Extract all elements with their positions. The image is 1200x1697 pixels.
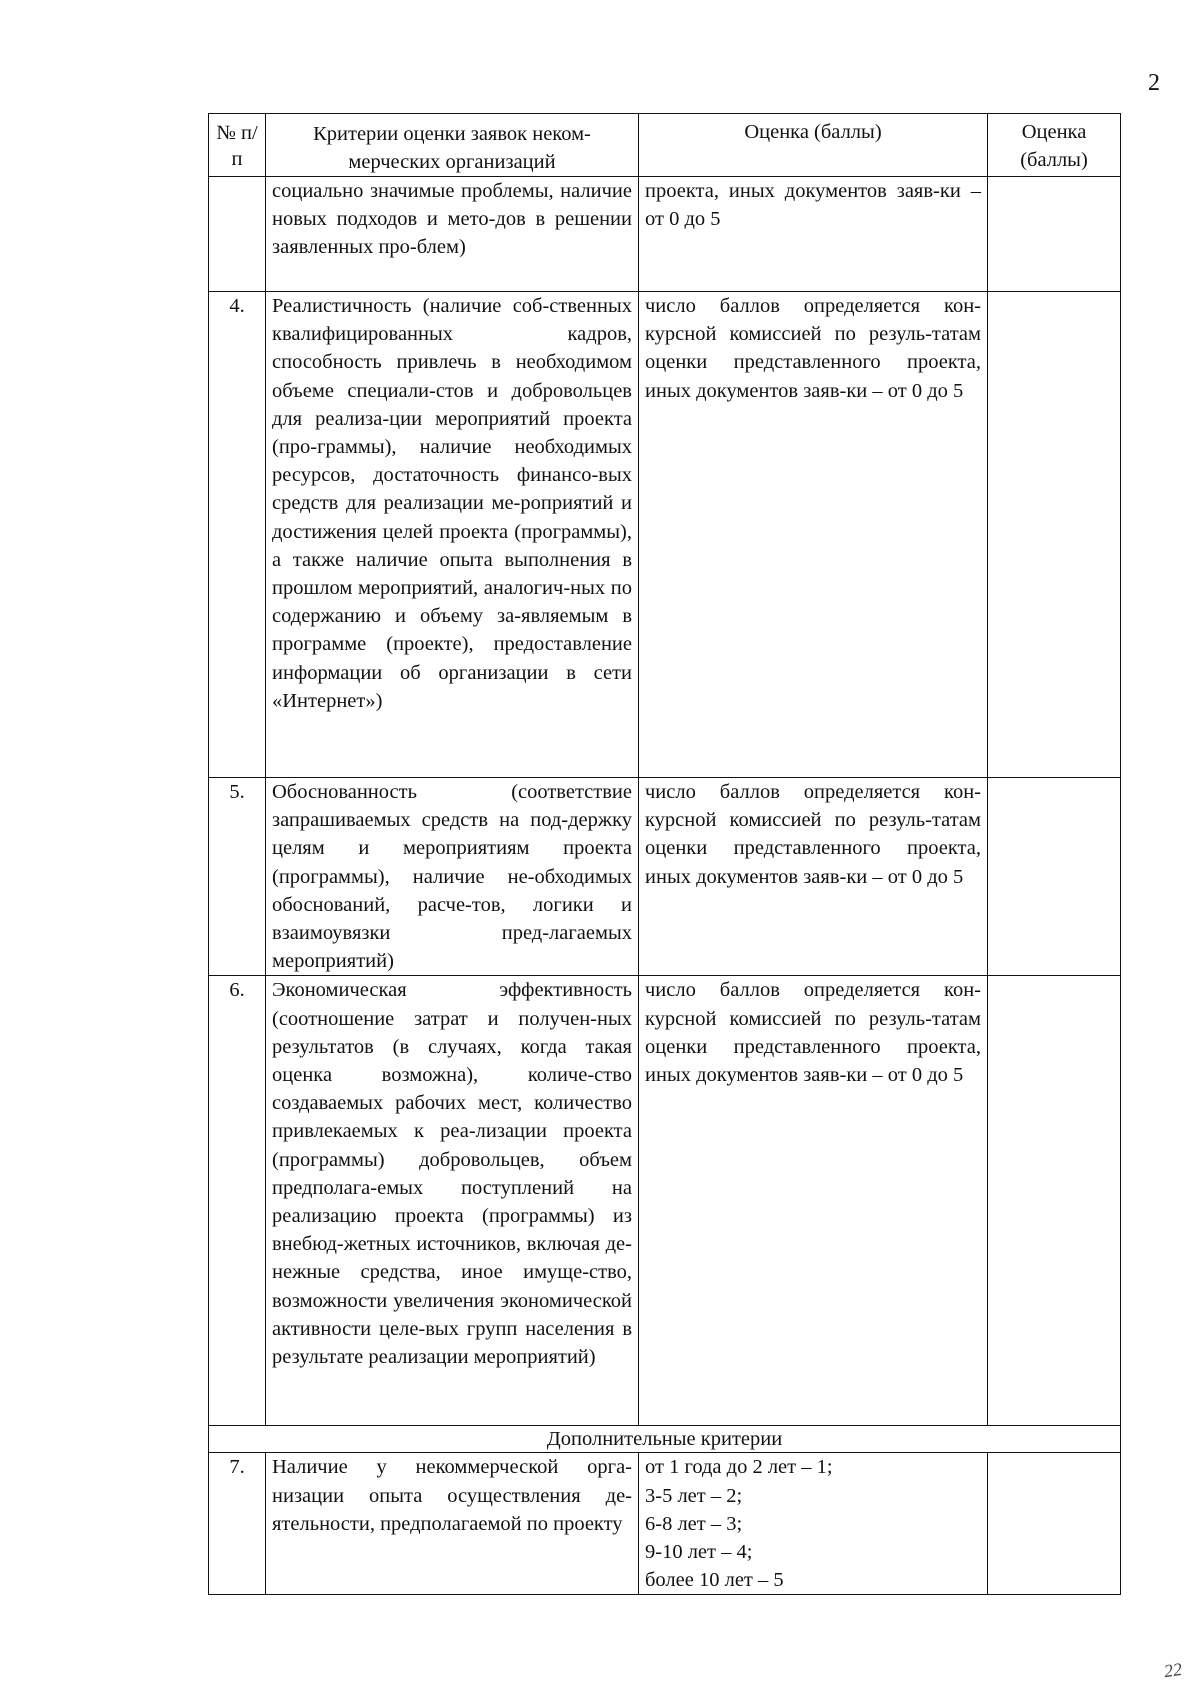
score-line: 6-8 лет – 3; [645,1512,743,1535]
table-row [209,778,1121,976]
row-num: 5. [209,778,266,976]
page-number: 2 [1148,70,1160,96]
row-score: число баллов определяется кон-курсной комиссией по резуль-татам оценки представленного проекта, иных документов заяв-ки – от 0 до 5 [639,976,988,1426]
row-num: 4. [209,292,266,778]
table-row [209,292,1121,778]
row-num: 7. [209,1453,266,1595]
header-criteria [266,114,639,177]
row-score-2 [988,1453,1121,1595]
row-score: число баллов определяется кон-курсной комиссией по резуль-татам оценки представленного проекта, иных документов заяв-ки – от 0 до 5 [639,292,988,778]
score-line: от 1 года до 2 лет – 1; [645,1456,833,1479]
table-row [209,177,1121,292]
section-row [209,1426,1121,1453]
score-line: 9-10 лет – 4; [645,1541,753,1564]
row-criteria: Наличие у некоммерческой орга-низации опыта осуществления де-ятельности, предполагаемой по проекту [266,1453,639,1595]
header-score-2 [988,114,1121,177]
score-line: более 10 лет – 5 [645,1569,784,1592]
criteria-table [208,113,1121,1595]
footer-mark: 22 [1162,1658,1184,1682]
row-score-2 [988,292,1121,778]
row-score-2 [988,177,1121,292]
header-score-text: Оценка (баллы) [744,121,882,143]
table-row [209,976,1121,1426]
row-score [639,1453,988,1595]
row-score-2 [988,976,1121,1426]
row-criteria: Обоснованность (соответствие запрашиваемых средств на под-держку целям и мероприятиям проекта (программы), наличие не-обходимых обоснований, расче-тов, логики и взаимоувязки пред-лагаемых мероприятий) [266,778,639,976]
row-num: 6. [209,976,266,1426]
header-num-text: № п/п [216,122,258,170]
row-score: число баллов определяется кон-курсной комиссией по резуль-татам оценки представленного проекта, иных документов заяв-ки – от 0 до 5 [639,778,988,976]
header-score [639,114,988,177]
table-header-row [209,114,1121,177]
row-criteria: Реалистичность (наличие соб-ственных квалифицированных кадров, способность привлечь в необходимом объеме специали-стов и добровольцев для реализа-ции мероприятий проекта (про-граммы), наличие необходимых ресурсов, достаточность финансо-вых средств для реализации ме-роприятий и достижения целей проекта (программы), а также наличие опыта выполнения в прошлом мероприятий, аналогич-ных по содержанию и объему за-являемым в программе (проекте), предоставление информации об организации в сети «Интернет») [266,292,639,778]
row-num [209,177,266,292]
table-row [209,1453,1121,1595]
row-criteria: социально значимые проблемы, наличие новых подходов и мето-дов в решении заявленных про-блем) [266,177,639,292]
header-score-2-text: Оценка (баллы) [1020,121,1088,172]
row-score-2 [988,778,1121,976]
section-title: Дополнительные критерии [209,1426,1121,1453]
row-criteria: Экономическая эффективность (соотношение затрат и получен-ных результатов (в случаях, когда такая оценка возможна), количе-ство создаваемых рабочих мест, количество привлекаемых к реа-лизации проекта (программы) добровольцев, объем предполага-емых поступлений на реализацию проекта (программы) из внебюд-жетных источников, включая де-нежные средства, иное имуще-ство, возможности увеличения экономической активности целе-вых групп населения в результате реализации мероприятий) [266,976,639,1426]
row-score: проекта, иных документов заяв-ки – от 0 до 5 [639,177,988,292]
header-criteria-text: Критерии оценки заявок неком-мерческих организаций [313,123,591,173]
score-line: 3-5 лет – 2; [645,1484,743,1507]
header-num [209,114,266,177]
